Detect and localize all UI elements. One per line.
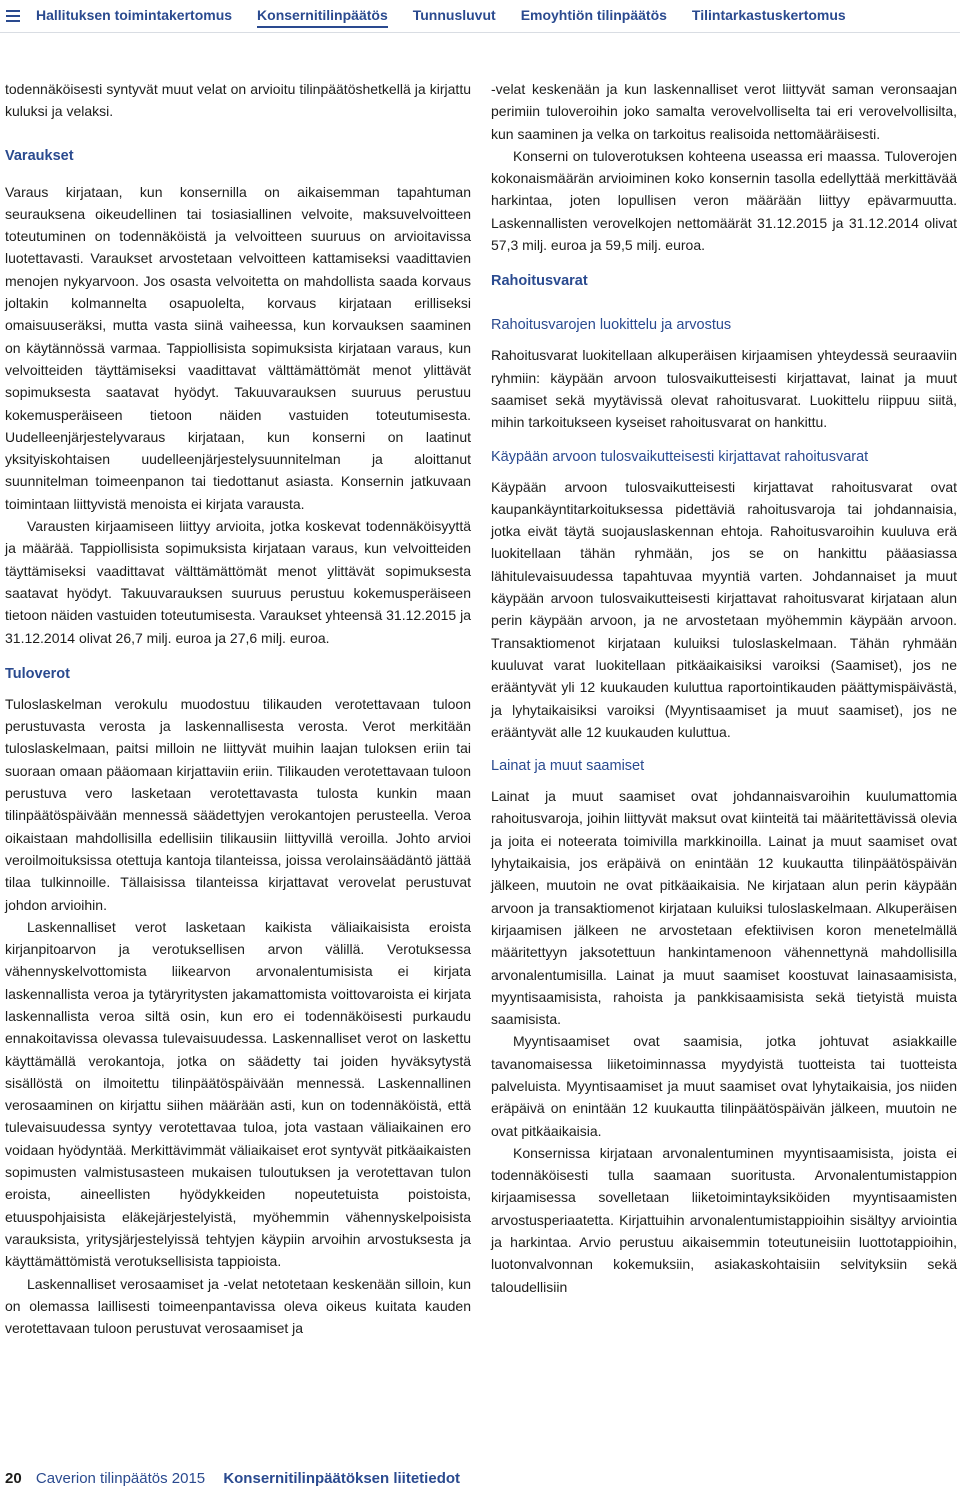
subheading-kaypaan-arvoon: Käypään arvoon tulosvaikutteisesti kirjattavat rahoitusvarat [491,448,869,465]
tab-emoyhtion-tilinpaatos[interactable]: Emoyhtiön tilinpäätös [520,6,667,23]
paragraph-tuloverot-2: Laskennalliset verot lasketaan kaikista väliaikaisista eroista kirjanpitoarvon ja verotuksellisen arvon välillä. Verotuksessa vähennyskelvottomista liikearvon arvonalentumisista ei kirjata laskennallista veroa ja tytäryritysten jakamattomista voittovaroista ei kirjata laskennallista veroa siltä osin, kun ero ei todennäköisesti purkaudu ennakoitavissa olevassa tulevaisuudessa. Laskennalliset verot on laskettu käyttämällä verokantoja, jotka on säädetty tai joiden hyväksytystä sisällöstä on ilmoitettu tilinpäätöspäivään mennessä. Laskennallinen verosaaminen on kirjattu siihen määrään asti, kun on todennäköistä, että tulevaisuudessa syntyy verotettavaa tuloa, jota vastaan väliaikainen ero voidaan hyödyntää. Merkittävimmät väliaikaiset erot syntyvät pitkäaikaisten sopimusten valmistusasteen mukaisen tuloutuksen ja verotettavan tulon eroista, aineellisten hyödykkeiden nopeutetuista poistoista, etuuspohjaisista eläkejärjestelyistä, myöhemmin vähennyskelpoisista varauksista, yritysjärjestelyissä tehtyjen käypiin arvoihin arvostuksesta ja käyttämättömistä verotuksellisista tappioista. [5,918,471,1270]
paragraph-myyntisaamiset: Myyntisaamiset ovat saamisia, jotka johtuvat asiakkaille tavanomaisessa liiketoiminnassa myydyistä tuotteista tai tuotteista palveluista. Myyntisaamiset ja muut saamiset ovat lyhytaikaisia, jos niiden eräpäivä on enintään 12 kuukautta tilinpäätöspäivän jälkeen, muutoin ne ovat pitkäaikaisia. [491,1033,957,1139]
paragraph-lainat-1: Lainat ja muut saamiset ovat johdannaisvaroihin kuulumattomia rahoitusvaroja, joihin liittyvät maksut ovat kiinteitä tai määritettävissä olevia ja joita ei noteerata toimivilla markkinoilla. Lainat ja muut saamiset ovat lyhytaikaisia, jos eräpäivä on enintään 12 kuukautta tilinpäätöspäivän jälkeen, muutoin ne ovat pitkäaikaisia. Ne kirjataan alun perin käypään arvoon ja transaktiomenot kirjataan kuluiksi tuloslaskelmaan. Alkuperäisen kirjaamisen jälkeen ne arvostetaan efektiivisen koron menetelmällä määritettyyn jaksotettuun hankintamenoon vähennettynä mahdollisilla arvonalentumisilla. Lainat ja muut saamiset koostuvat lainasaamisista, myyntisaamisista, rahoista ja pankkisaamisista sekä tietyistä muista saamisista. [491,788,957,1028]
heading-varaukset: Varaukset [5,147,74,164]
tab-tunnusluvut[interactable]: Tunnusluvut [412,6,496,23]
document-title: Caverion tilinpäätös 2015 [35,1470,206,1487]
page-number: 20 [5,1470,22,1487]
paragraph-tuloverot-1: Tuloslaskelman verokulu muodostuu tilikauden verotettavaan tuloon perustuvasta verosta ja laskennallisesta verosta. Verot merkitään tuloslaskelmaan, paitsi milloin ne liittyvät muihin laajan tuloksen eriin tai suoraan omaan pääomaan kirjattaviin eriin. Tilikauden verotettavaan tuloon perustuva vero lasketaan verotettavasta tulosta kunkin maan tilinpäätöspäivään mennessä säädettyjen verokantojen perusteella. Veroa oikaistaan mahdollisilla edellisiin tilikausiin liittyvillä veroilla. Johto arvioi veroilmoituksissa otettuja kantoja tilanteissa, joissa verolainsäädäntö jättää tilaa tulkinnoille. Tällaisissa tilanteissa kirjattavat verovelat perustuvat johdon arvioihin. [5,695,471,913]
paragraph-tuloverotus: Konserni on tuloverotuksen kohteena useassa eri maassa. Tuloverojen kokonaismäärän arvioiminen koko konsernin tasolla edellyttää merkittävää harkintaa, joten lopullisen veron määrään liittyy epävarmuutta. Laskennallisten verovelkojen nettomäärät 31.12.2015 ja 31.12.2014 olivat 57,3 milj. euroa ja 59,5 milj. euroa. [491,147,957,254]
tab-konsernitilinpaatos[interactable]: Konsernitilinpäätös [257,5,388,28]
page-footer [5,1470,460,1487]
heading-rahoitusvarat: Rahoitusvarat [491,273,588,290]
paragraph-kaypaan-arvoon: Käypään arvoon tulosvaikutteisesti kirjattavat rahoitusvarat ovat kaupankäyntitarkoituksessa pidettäviä rahoitusvaroja tai johdannaisia, jotka eivät täytä suojauslaskennan ehtoja. Rahoitusvaroihin kuuluva erä luokitellaan tähän ryhmään, jos se on hankittu pääasiassa lähitulevaisuudessa tapahtuvaa myyntiä varten. Johdannaiset ja muut käypään arvoon tulosvaikutteisesti kirjattavat rahoitusvarat kirjataan alun perin käypään arvoon, ja ne arvostetaan myöhemmin käypään arvoon. Transaktiomenot kirjataan kuluiksi tuloslaskelmaan. Tähän ryhmään kuuluvat varat luokitellaan pitkäaikaisiksi varoiksi (Saamiset), jos ne erääntyvät yli 12 kuukauden kuluttua raportointikauden päättymispäivästä, ja lyhytaikaisiksi varoiksi (Myyntisaamiset ja muut saamiset), jos ne erääntyvät alle 12 kuukauden kuluttua. [491,478,957,740]
tab-tilintarkastuskertomus[interactable]: Tilintarkastuskertomus [691,6,846,23]
subheading-lainat: Lainat ja muut saamiset [491,758,645,775]
hamburger-menu-icon[interactable] [6,10,20,22]
top-navigation [0,0,960,33]
paragraph-tuloverot-3: Laskennalliset verosaamiset ja -velat netotetaan keskenään silloin, kun on olemassa laillisesti toimeenpantavissa oleva oikeus kuitata kauden verotettavaan tuloon perustuvat verosaamiset ja [5,1275,471,1337]
subheading-luokittelu: Rahoitusvarojen luokittelu ja arvostus [491,317,732,334]
heading-tuloverot: Tuloverot [5,665,70,682]
section-title: Konsernitilinpäätöksen liitetiedot [223,1470,461,1487]
tab-hallituksen-toimintakertomus[interactable]: Hallituksen toimintakertomus [36,6,233,23]
paragraph-luokittelu: Rahoitusvarat luokitellaan alkuperäisen kirjaamisen yhteydessä seuraaviin ryhmiin: käypään arvoon tulosvaikutteisesti kirjattavat, lainat ja muut saamiset sekä myytävissä olevat rahoitusvarat. Luokittelu riippuu siitä, mihin tarkoitukseen kyseiset rahoitusvarat on hankittu. [491,347,957,431]
right-column [491,78,957,1298]
paragraph-velat-continued: -velat keskenään ja kun laskennalliset verot liittyvät saman veronsaajan perimiin tuloveroihin joko samalta verovelvolliselta tai eri verovelvollisilta, kun saaminen ja velka on tarkoitus realisoida nettomääräisesti. [491,81,957,142]
paragraph-arvonalentuminen: Konsernissa kirjataan arvonalentuminen myyntisaamisista, joista ei todennäköisesti tulla saamaan suoritusta. Arvonalentumistappion kirjaamisessa sovelletaan liiketoimintayksiköiden myyntisaamisten arvostusperiaatetta. Kirjattuihin arvonalentumistappioihin sisältyy arviointia ja harkintaa. Arvio perustuu aikaisemmin toteutuneisiin luottotappioihin, luotonvalvonnan kokemuksiin, asiakaskohtaisiin selvityksiin sekä taloudellisiin [491,1144,957,1295]
paragraph-varaukset-1: Varaus kirjataan, kun konsernilla on aikaisemman tapahtuman seurauksena oikeudellinen tai tosiasiallinen velvoite, maksuvelvoitteen toteutuminen on todennäköistä ja velvoitteen suuruus on arvioitavissa luotettavasti. Varaukset arvostetaan velvoitteen kattamiseksi vaadittavien menojen nykyarvoon. Jos osasta velvoitetta on mahdollista saada korvaus joltakin kolmannelta osapuolelta, korvaus kirjataan erilliseksi omaisuuseräksi, mutta vasta siinä vaiheessa, kun korvauksen saaminen on käytännössä varmaa. Tappiollisista sopimuksista kirjataan varaus, kun velvoitteiden täyttämiseksi vaadittavat välttämättömät menot ylittävät sopimuksesta saatavat hyödyt. Takuuvarauksen suuruus perustuu kokemusperäiseen tietoon näiden vastuiden toteutumisesta. Uudelleenjärjestelyvaraus kirjataan, kun konserni on laatinut yksityiskohtaisen uudelleenjärjestelysuunnitelman ja aloittanut suunnitelman toimeenpanon tai tiedottanut asiasta. Konsernin jatkuvaan toimintaan liittyvistä menoista ei kirjata varausta. [5,183,471,512]
left-column [5,78,471,1339]
paragraph-varaukset-2: Varausten kirjaamiseen liittyy arvioita, jotka koskevat todennäköisyyttä ja määrää. Tappiollisista sopimuksista kirjataan varaus, kun velvoitteiden täyttämiseksi vaadittavat välttämättömät menot ylittävät sopimuksesta saatavat hyödyt. Takuuvarauksen suuruus perustuu kokemusperäiseen tietoon näiden vastuiden toteutumisesta. Varaukset yhteensä 31.12.2015 ja 31.12.2014 olivat 26,7 milj. euroa ja 27,6 milj. euroa. [5,518,471,646]
paragraph-intro: todennäköisesti syntyvät muut velat on arvioitu tilinpäätöshetkellä ja kirjattu kuluksi ja velaksi. [5,81,471,120]
